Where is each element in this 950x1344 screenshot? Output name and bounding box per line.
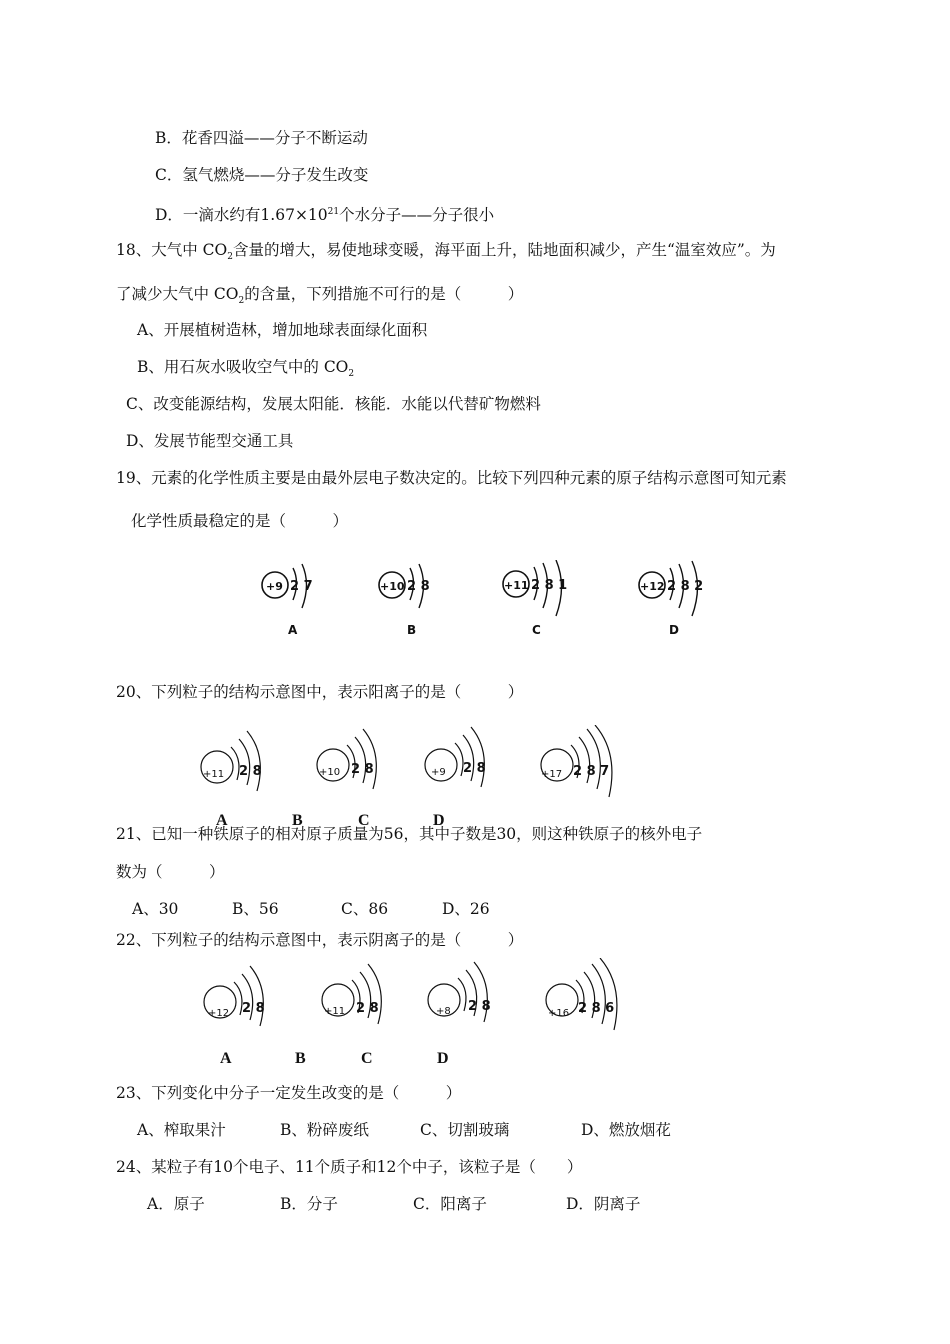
q22-c-shells: 2 8 [468,999,491,1014]
q20-particle-diagrams [195,725,625,805]
q19-stem-line2: 化学性质最稳定的是（ ） [131,512,349,530]
q20-label-d: D [433,812,445,829]
q19-a-shells: 2 7 [290,579,313,594]
q19-stem-line1: 19、元素的化学性质主要是由最外层电子数决定的。比较下列四种元素的原子结构示意图可知元素 [116,469,787,487]
q18-stem-line2: 了减少大气中 $CO_2$的含量，下列措施不可行的是（ ） [116,285,524,307]
q22-b-shells: 2 8 [356,1001,379,1016]
q21-stem-line1: 21、已知一种铁原子的相对原子质量为56，其中子数是30，则这种铁原子的核外电子 [116,825,703,843]
q23-option-d: D、燃放烟花 [581,1121,671,1139]
q22-label-d: D [437,1050,449,1067]
q17-option-d: D．一滴水约有$1.67\times 10^{21}$个水分子——分子很小 [155,206,495,225]
q23-option-c: C、切割玻璃 [420,1121,510,1139]
q20-label-c: C [358,812,370,829]
q19-c-nucleus: +11 [504,579,529,592]
q20-b-shells: 2 8 [351,762,374,777]
q22-a-shells: 2 8 [242,1001,265,1016]
q22-particle-diagrams [198,958,638,1036]
q18-option-a: A、开展植树造林，增加地球表面绿化面积 [137,321,428,339]
q22-d-shells: 2 8 6 [578,1001,615,1016]
q24-option-c: C．阳离子 [413,1195,487,1213]
q24-stem: 24、某粒子有10个电子、11个质子和12个中子，该粒子是（ ） [116,1158,583,1176]
q23-option-a: A、榨取果汁 [137,1121,226,1139]
q19-a-label: A [288,623,298,637]
q21-option-b: B、56 [232,900,279,918]
q20-c-nucleus: +9 [431,767,446,778]
q19-b-nucleus: +10 [380,580,405,593]
q24-option-d: D．阴离子 [566,1195,641,1213]
q17-option-b: B．花香四溢——分子不断运动 [155,129,368,147]
q19-d-nucleus: +12 [640,580,665,593]
q23-stem: 23、下列变化中分子一定发生改变的是（ ） [116,1084,462,1102]
q19-b-label: B [407,623,417,637]
q19-b-shells: 2 8 [407,579,430,594]
q22-a-nucleus: +12 [208,1008,230,1019]
q19-d-shells: 2 8 2 [667,579,704,594]
q19-c-label: C [532,623,541,637]
q18-stem-line1: 18、大气中 $CO_2$含量的增大，易使地球变暖，海平面上升，陆地面积减少，产生“温室效应”。为 [116,241,776,263]
q18-option-c: C、改变能源结构，发展太阳能．核能．水能以代替矿物燃料 [126,395,541,413]
q20-stem: 20、下列粒子的结构示意图中，表示阳离子的是（ ） [116,683,524,701]
q21-stem-line2: 数为（ ） [116,863,225,881]
q24-option-b: B．分子 [280,1195,338,1213]
q19-d-label: D [669,623,679,637]
q20-b-nucleus: +10 [319,767,341,778]
q20-label-b: B [292,812,303,829]
q20-d-shells: 2 8 7 [573,764,610,779]
q20-a-nucleus: +11 [203,769,225,780]
q18-option-b: B、用石灰水吸收空气中的 $CO_2$ [137,358,355,380]
q22-label-c: C [361,1050,373,1067]
q21-option-a: A、30 [132,900,179,918]
q20-a-shells: 2 8 [239,764,262,779]
q21-option-d: D、26 [442,900,490,918]
q22-label-b: B [295,1050,306,1067]
q22-stem: 22、下列粒子的结构示意图中，表示阴离子的是（ ） [116,931,524,949]
q21-option-c: C、86 [341,900,389,918]
q22-c-nucleus: +8 [436,1006,451,1017]
q17-option-c: C．氢气燃烧——分子发生改变 [155,166,369,184]
q19-atom-diagrams [250,560,730,642]
q23-option-b: B、粉碎废纸 [280,1121,369,1139]
q22-b-nucleus: +11 [324,1006,346,1017]
q19-a-nucleus: +9 [266,580,283,593]
q22-label-a: A [220,1050,232,1067]
q20-label-a: A [216,812,228,829]
q24-option-a: A．原子 [147,1195,205,1213]
q20-d-nucleus: +17 [541,769,563,780]
q22-d-nucleus: +16 [548,1008,570,1019]
q18-option-d: D、发展节能型交通工具 [126,432,294,450]
q20-c-shells: 2 8 [463,761,486,776]
q19-c-shells: 2 8 1 [531,578,568,593]
